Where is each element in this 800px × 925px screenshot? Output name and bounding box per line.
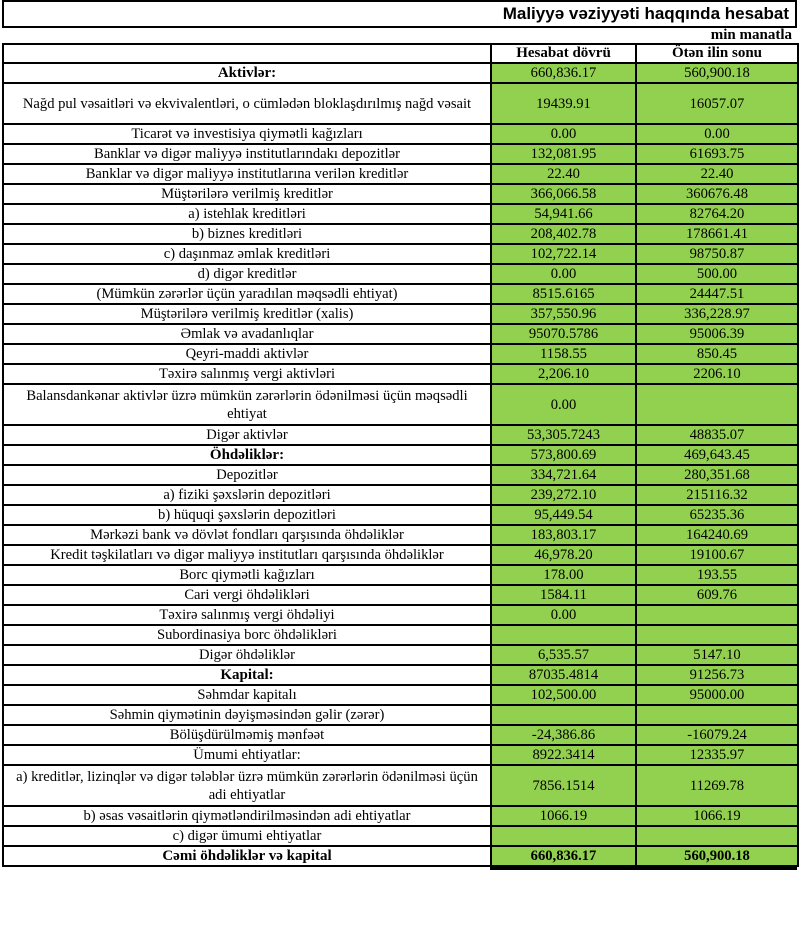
row-label-cell: Kapital:	[3, 665, 491, 685]
value-cell-current-period: 1066.19	[491, 806, 636, 826]
table-row	[3, 344, 798, 364]
table-row	[3, 505, 798, 525]
value-cell-current-period: 0.00	[491, 124, 636, 144]
value-cell-current-period: 660,836.17	[491, 846, 636, 866]
table-row	[3, 665, 798, 685]
row-label-cell: c) digər ümumi ehtiyatlar	[3, 826, 491, 846]
value-cell-current-period: 208,402.78	[491, 224, 636, 244]
table-row	[3, 124, 798, 144]
value-cell-previous-year-end: 1066.19	[636, 806, 798, 826]
table-row	[3, 284, 798, 304]
table-row	[3, 826, 798, 846]
row-label-cell: Subordinasiya borc öhdəlikləri	[3, 625, 491, 645]
value-cell-previous-year-end: 178661.41	[636, 224, 798, 244]
row-label-cell: Banklar və digər maliyyə institutlarındakı depozitlər	[3, 144, 491, 164]
table-container	[2, 43, 797, 870]
row-label-cell: Banklar və digər maliyyə institutlarına verilən kreditlər	[3, 164, 491, 184]
value-cell-current-period: 46,978.20	[491, 545, 636, 565]
table-row	[3, 204, 798, 224]
value-cell-current-period: -24,386.86	[491, 725, 636, 745]
financial-table	[2, 43, 799, 867]
value-cell-previous-year-end: 164240.69	[636, 525, 798, 545]
value-cell-previous-year-end: 280,351.68	[636, 465, 798, 485]
value-cell-previous-year-end: 609.76	[636, 585, 798, 605]
table-row	[3, 625, 798, 645]
value-cell-previous-year-end: 12335.97	[636, 745, 798, 765]
value-cell-current-period: 357,550.96	[491, 304, 636, 324]
value-cell-previous-year-end: 61693.75	[636, 144, 798, 164]
value-cell-current-period: 0.00	[491, 605, 636, 625]
value-cell-previous-year-end: 2206.10	[636, 364, 798, 384]
row-label-cell: b) biznes kreditləri	[3, 224, 491, 244]
value-cell-current-period: 87035.4814	[491, 665, 636, 685]
value-cell-previous-year-end: 500.00	[636, 264, 798, 284]
row-label-cell: Ticarət və investisiya qiymətli kağızları	[3, 124, 491, 144]
value-cell-current-period: 95,449.54	[491, 505, 636, 525]
value-cell-previous-year-end: 91256.73	[636, 665, 798, 685]
row-label-cell: Balansdankənar aktivlər üzrə mümkün zərərlərin ödənilməsi üçün məqsədli ehtiyat	[3, 384, 491, 425]
value-cell-current-period: 132,081.95	[491, 144, 636, 164]
table-row	[3, 144, 798, 164]
row-label-cell: Bölüşdürülməmiş mənfəət	[3, 725, 491, 745]
value-cell-current-period: 8515.6165	[491, 284, 636, 304]
value-cell-previous-year-end: 22.40	[636, 164, 798, 184]
value-cell-previous-year-end: 98750.87	[636, 244, 798, 264]
value-cell-current-period: 53,305.7243	[491, 425, 636, 445]
value-cell-previous-year-end	[636, 705, 798, 725]
row-label-cell: Müştərilərə verilmiş kreditlər	[3, 184, 491, 204]
table-row	[3, 304, 798, 324]
table-row	[3, 525, 798, 545]
row-label-cell: Mərkəzi bank və dövlət fondları qarşısında öhdəliklər	[3, 525, 491, 545]
value-cell-current-period: 2,206.10	[491, 364, 636, 384]
table-row	[3, 685, 798, 705]
row-label-cell: Cəmi öhdəliklər və kapital	[3, 846, 491, 866]
value-cell-current-period: 7856.1514	[491, 765, 636, 806]
value-cell-previous-year-end	[636, 605, 798, 625]
table-row	[3, 184, 798, 204]
value-cell-current-period: 54,941.66	[491, 204, 636, 224]
row-label-cell: a) kreditlər, lizinqlər və digər tələblər üzrə mümkün zərərlərin ödənilməsi üçün adi ehtiyatlar	[3, 765, 491, 806]
value-cell-current-period: 1158.55	[491, 344, 636, 364]
value-cell-previous-year-end: 48835.07	[636, 425, 798, 445]
value-cell-current-period: 366,066.58	[491, 184, 636, 204]
table-row	[3, 645, 798, 665]
row-label-cell: d) digər kreditlər	[3, 264, 491, 284]
table-row	[3, 384, 798, 425]
value-cell-current-period: 95070.5786	[491, 324, 636, 344]
value-cell-current-period: 0.00	[491, 264, 636, 284]
value-cell-current-period: 22.40	[491, 164, 636, 184]
value-cell-previous-year-end: 360676.48	[636, 184, 798, 204]
value-cell-previous-year-end: 0.00	[636, 124, 798, 144]
row-label-cell: a) istehlak kreditləri	[3, 204, 491, 224]
value-cell-previous-year-end: 11269.78	[636, 765, 798, 806]
value-cell-previous-year-end: 95000.00	[636, 685, 798, 705]
row-label-cell: Təxirə salınmış vergi aktivləri	[3, 364, 491, 384]
row-label-cell: a) fiziki şəxslərin depozitləri	[3, 485, 491, 505]
value-cell-current-period	[491, 705, 636, 725]
table-row	[3, 545, 798, 565]
table-row	[3, 324, 798, 344]
value-cell-current-period: 0.00	[491, 384, 636, 425]
table-row	[3, 585, 798, 605]
value-cell-current-period: 239,272.10	[491, 485, 636, 505]
value-cell-previous-year-end	[636, 384, 798, 425]
value-cell-current-period: 573,800.69	[491, 445, 636, 465]
row-label-cell: b) əsas vəsaitlərin qiymətləndirilməsindən adi ehtiyatlar	[3, 806, 491, 826]
value-cell-current-period	[491, 826, 636, 846]
report-title: Maliyyə vəziyyəti haqqında hesabat	[2, 0, 797, 28]
table-row	[3, 565, 798, 585]
value-cell-previous-year-end: 65235.36	[636, 505, 798, 525]
table-row	[3, 745, 798, 765]
table-row	[3, 765, 798, 806]
table-row	[3, 605, 798, 625]
row-label-cell: Öhdəliklər:	[3, 445, 491, 465]
table-row	[3, 465, 798, 485]
row-label-cell: Təxirə salınmış vergi öhdəliyi	[3, 605, 491, 625]
value-cell-previous-year-end	[636, 826, 798, 846]
row-label-cell: c) daşınmaz əmlak kreditləri	[3, 244, 491, 264]
value-cell-current-period: 102,500.00	[491, 685, 636, 705]
value-cell-previous-year-end: 215116.32	[636, 485, 798, 505]
table-body	[3, 63, 798, 866]
row-label-cell: Əmlak və avadanlıqlar	[3, 324, 491, 344]
table-row	[3, 485, 798, 505]
header-empty-cell	[3, 44, 491, 63]
row-label-cell: Ümumi ehtiyatlar:	[3, 745, 491, 765]
value-cell-previous-year-end: 82764.20	[636, 204, 798, 224]
table-row	[3, 725, 798, 745]
header-col-previous-year-end: Ötən ilin sonu	[636, 44, 798, 63]
value-cell-previous-year-end: -16079.24	[636, 725, 798, 745]
value-cell-current-period: 178.00	[491, 565, 636, 585]
table-row	[3, 244, 798, 264]
table-row	[3, 224, 798, 244]
row-label-cell: Digər aktivlər	[3, 425, 491, 445]
table-bottom-bar	[490, 866, 797, 870]
value-cell-previous-year-end: 5147.10	[636, 645, 798, 665]
value-cell-current-period: 1584.11	[491, 585, 636, 605]
value-cell-previous-year-end: 850.45	[636, 344, 798, 364]
table-row	[3, 164, 798, 184]
value-cell-current-period: 6,535.57	[491, 645, 636, 665]
table-row	[3, 63, 798, 83]
table-row	[3, 846, 798, 866]
row-label-cell: Səhmin qiymətinin dəyişməsindən gəlir (zərər)	[3, 705, 491, 725]
value-cell-current-period: 102,722.14	[491, 244, 636, 264]
table-row	[3, 425, 798, 445]
value-cell-previous-year-end: 16057.07	[636, 83, 798, 124]
unit-note: min manatla	[710, 27, 792, 43]
row-label-cell: Cari vergi öhdəlikləri	[3, 585, 491, 605]
value-cell-current-period: 183,803.17	[491, 525, 636, 545]
value-cell-current-period: 8922.3414	[491, 745, 636, 765]
row-label-cell: Səhmdar kapitalı	[3, 685, 491, 705]
row-label-cell: Qeyri-maddi aktivlər	[3, 344, 491, 364]
row-label-cell: Digər öhdəliklər	[3, 645, 491, 665]
value-cell-previous-year-end: 193.55	[636, 565, 798, 585]
value-cell-current-period	[491, 625, 636, 645]
table-row	[3, 705, 798, 725]
value-cell-previous-year-end: 469,643.45	[636, 445, 798, 465]
value-cell-current-period: 19439.91	[491, 83, 636, 124]
row-label-cell: (Mümkün zərərlər üçün yaradılan məqsədli ehtiyat)	[3, 284, 491, 304]
row-label-cell: Nağd pul vəsaitləri və ekvivalentləri, o cümlədən bloklaşdırılmış nağd vəsait	[3, 83, 491, 124]
value-cell-previous-year-end	[636, 625, 798, 645]
value-cell-previous-year-end: 336,228.97	[636, 304, 798, 324]
row-label-cell: Müştərilərə verilmiş kreditlər (xalis)	[3, 304, 491, 324]
value-cell-previous-year-end: 24447.51	[636, 284, 798, 304]
row-label-cell: b) hüquqi şəxslərin depozitləri	[3, 505, 491, 525]
value-cell-current-period: 660,836.17	[491, 63, 636, 83]
table-row	[3, 264, 798, 284]
value-cell-previous-year-end: 560,900.18	[636, 846, 798, 866]
table-row	[3, 364, 798, 384]
value-cell-previous-year-end: 95006.39	[636, 324, 798, 344]
table-row	[3, 445, 798, 465]
table-header-row	[3, 44, 798, 63]
row-label-cell: Borc qiymətli kağızları	[3, 565, 491, 585]
value-cell-previous-year-end: 19100.67	[636, 545, 798, 565]
row-label-cell: Depozitlər	[3, 465, 491, 485]
table-row	[3, 806, 798, 826]
row-label-cell: Aktivlər:	[3, 63, 491, 83]
row-label-cell: Kredit təşkilatları və digər maliyyə institutları qarşısında öhdəliklər	[3, 545, 491, 565]
value-cell-current-period: 334,721.64	[491, 465, 636, 485]
table-row	[3, 83, 798, 124]
value-cell-previous-year-end: 560,900.18	[636, 63, 798, 83]
header-col-current-period: Hesabat dövrü	[491, 44, 636, 63]
